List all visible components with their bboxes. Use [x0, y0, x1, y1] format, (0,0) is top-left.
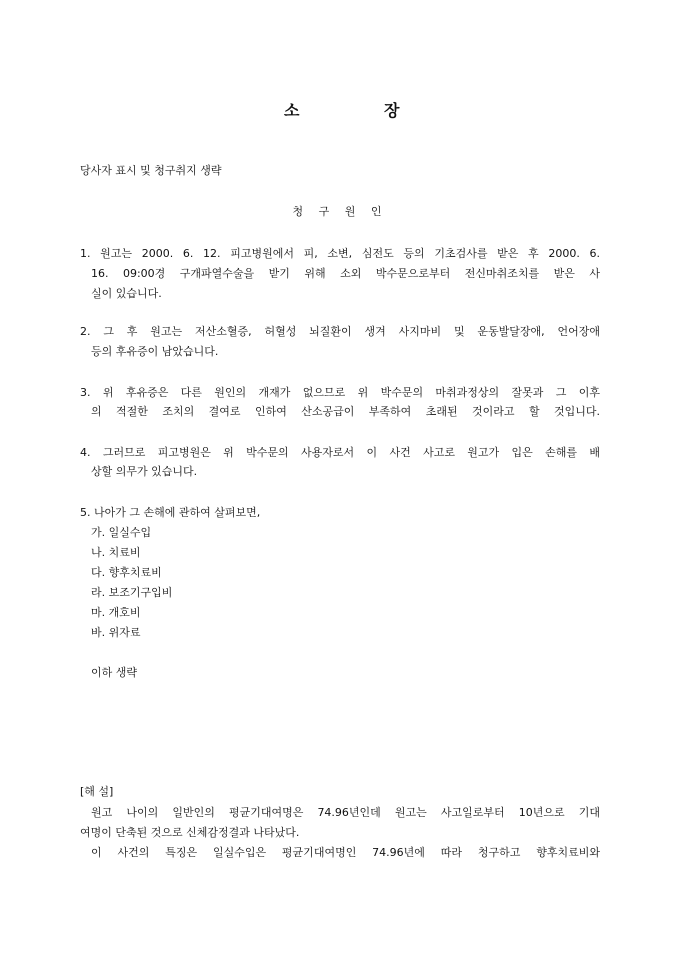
- claim-item-4-line-1: 4. 그러므로 피고병원은 위 박수문의 사용자로서 이 사건 사고로 원고가 입은 손해를 배: [80, 446, 600, 459]
- title-char-1: 소: [284, 101, 300, 120]
- damage-item-2: 나. 치료비: [91, 546, 141, 559]
- claim-item-1-line-1: 1. 원고는 2000. 6. 12. 피고병원에서 피, 소변, 심전도 등의 기초검사를 받은 후 2000. 6.: [80, 247, 600, 260]
- claim-item-2-line-2: 등의 후유증이 남았습니다.: [91, 345, 219, 358]
- damage-item-4: 라. 보조기구입비: [91, 586, 173, 599]
- claim-item-1-line-3: 실이 있습니다.: [91, 287, 162, 300]
- claim-item-2-line-1: 2. 그 후 원고는 저산소혈증, 허혈성 뇌질환이 생겨 사지마비 및 운동발달장애, 언어장애: [80, 325, 600, 338]
- document-title: [0, 98, 680, 118]
- commentary-line-3: 이 사건의 특징은 일실수입은 평균기대여명인 74.96년에 따라 청구하고 향후치료비와: [91, 846, 600, 859]
- commentary-heading: [해 설]: [80, 785, 114, 798]
- commentary-line-1: 원고 나이의 일반인의 평균기대여명은 74.96년인데 원고는 사고일로부터 10년으로 기대: [91, 806, 600, 819]
- claim-item-3-line-1: 3. 위 후유증은 다른 원인의 개재가 없으므로 위 박수문의 마취과정상의 잘못과 그 이후: [80, 386, 600, 399]
- claim-item-5-line-1: 5. 나아가 그 손해에 관하여 살펴보면,: [80, 506, 261, 519]
- commentary-line-2: 여명이 단축된 것으로 신체감정결과 나타났다.: [80, 826, 300, 839]
- title-char-2: 장: [384, 101, 400, 120]
- claim-item-4-line-2: 상할 의무가 있습니다.: [91, 465, 198, 478]
- damage-item-6: 바. 위자료: [91, 626, 141, 639]
- claim-item-1-line-2: 16. 09:00경 구개파열수술을 받기 위해 소외 박수문으로부터 전신마취조치를 받은 사: [91, 267, 600, 280]
- omitted-parties-note: 당사자 표시 및 청구취지 생략: [80, 164, 222, 177]
- damage-item-1: 가. 일실수입: [91, 526, 152, 539]
- remainder-omitted-note: 이하 생략: [91, 666, 138, 679]
- claim-item-3-line-2: 의 적절한 조치의 결여로 인하여 산소공급이 부족하여 초래된 것이라고 할 것입니다.: [91, 405, 600, 418]
- damage-item-3: 다. 향후치료비: [91, 566, 162, 579]
- damage-item-5: 마. 개호비: [91, 606, 141, 619]
- section-heading: 청 구 원 인: [292, 205, 388, 218]
